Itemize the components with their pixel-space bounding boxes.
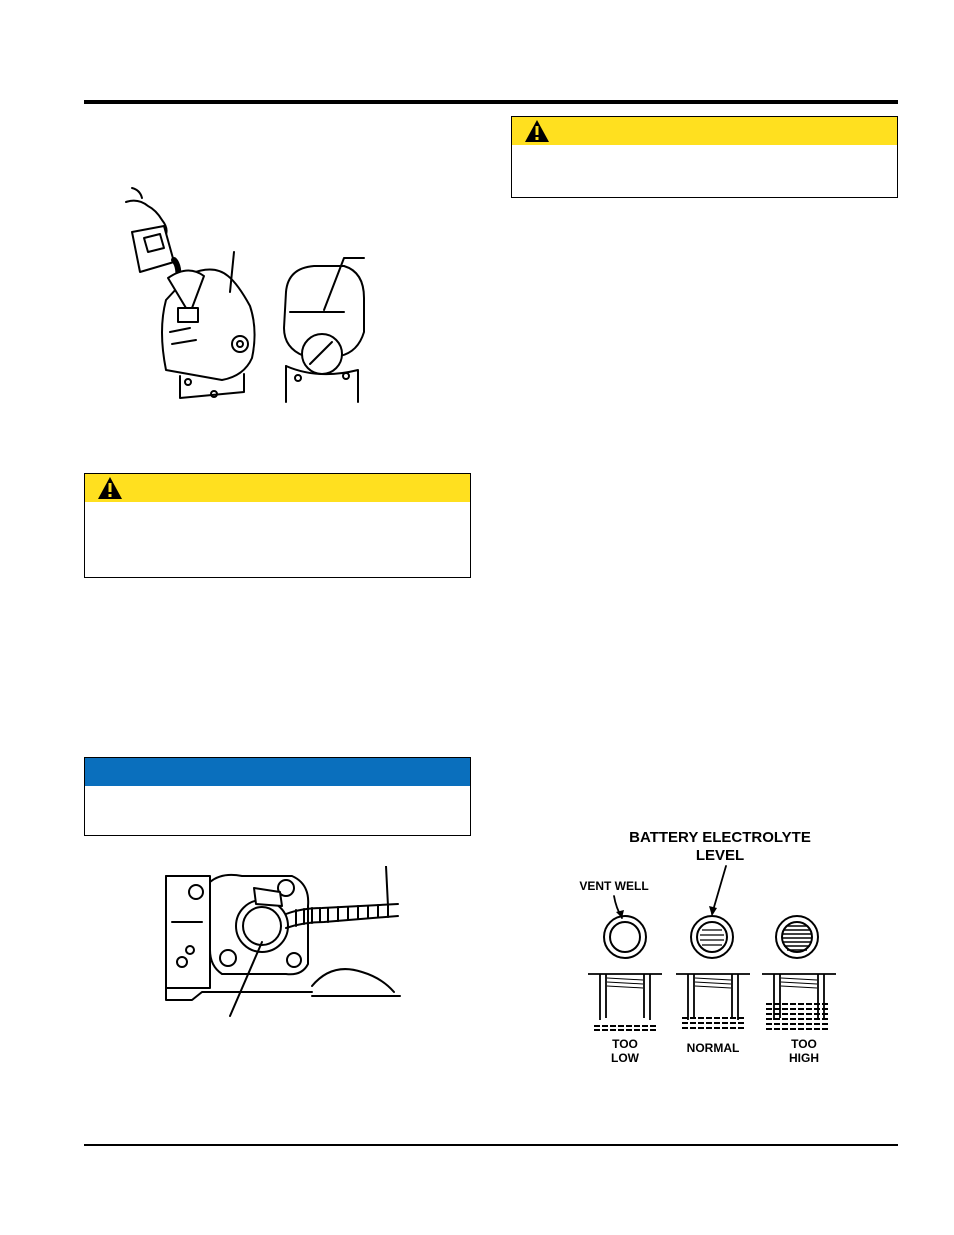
warning-triangle-icon <box>97 476 123 500</box>
footer-rule <box>84 1144 898 1146</box>
caution-header-bar <box>85 474 470 502</box>
warning-triangle-icon <box>524 119 550 143</box>
figure-title-line2: LEVEL <box>695 847 745 864</box>
header-rule <box>84 100 898 104</box>
caution-box-left <box>84 473 471 578</box>
figure-title-line1: BATTERY ELECTROLYTE <box>629 829 811 846</box>
notice-box-left <box>84 757 471 836</box>
too-high-label-line2: HIGH <box>789 1051 819 1065</box>
too-high-label-line1: TOO <box>791 1037 817 1051</box>
reservoir-fill-illustration <box>118 180 368 405</box>
normal-label: NORMAL <box>686 1041 740 1055</box>
battery-electrolyte-figure <box>570 822 840 1072</box>
notice-header-bar <box>85 758 470 786</box>
vent-well-label: VENT WELL <box>579 879 649 893</box>
filter-assembly-illustration <box>162 866 402 1021</box>
too-low-label-line1: TOO <box>612 1037 638 1051</box>
caution-box-right <box>511 116 898 198</box>
too-low-label-line2: LOW <box>611 1051 639 1065</box>
level-arrow <box>712 866 726 914</box>
caution-header-bar <box>512 117 897 145</box>
